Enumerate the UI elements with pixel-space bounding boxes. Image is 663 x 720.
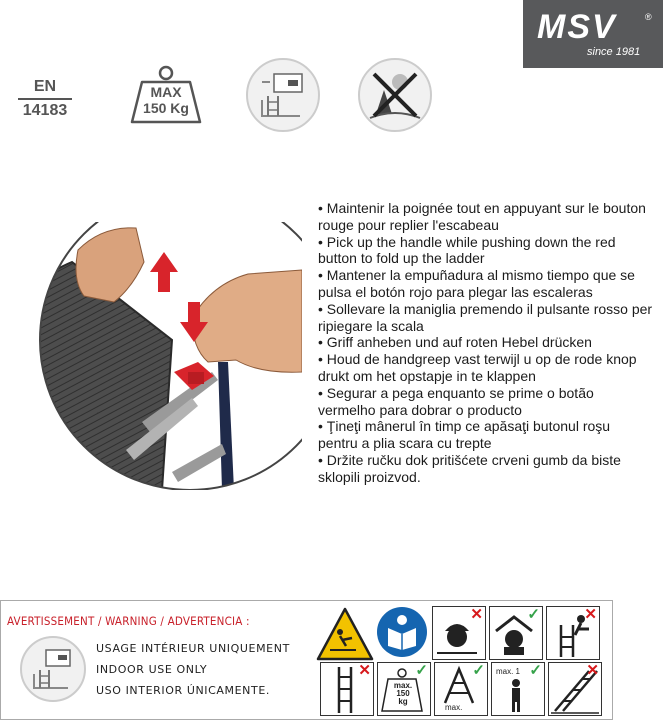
instruction-hr: • Držite ručku dok pritišćete crveni gumb da biste sklopili proizvod. (318, 451, 621, 485)
instruction-de: • Griff anheben und auf roten Hebel drücken (318, 334, 592, 351)
standard-divider (18, 98, 72, 100)
instruction-list (318, 200, 653, 486)
max-weight-label: max. (393, 681, 413, 690)
warning-line-fr: USAGE INTÉRIEUR UNIQUEMENT (96, 642, 290, 655)
max-persons-label: max. 1 (496, 667, 521, 676)
indoor-use-small-icon (20, 636, 86, 702)
warning-line-es: USO INTERIOR ÚNICAMENTE. (96, 684, 270, 697)
standard-number: 14183 (22, 102, 68, 119)
not-allowed-icon: ✕ (584, 606, 597, 623)
instruction-en: • Pick up the handle while pushing down the red button to fold up the ladder (318, 233, 616, 267)
not-allowed-icon: ✕ (358, 662, 371, 679)
registered-mark: ® (645, 12, 652, 22)
warning-line-en: INDOOR USE ONLY (96, 663, 208, 676)
not-allowed-icon: ✕ (586, 662, 599, 679)
allowed-icon: ✓ (472, 662, 485, 679)
max-step-pictogram (434, 662, 488, 716)
instruction-nl: • Houd de handgreep vast terwijl u op de rode knop drukt om het opstapje in te klappen (318, 351, 637, 384)
max-load-value: 150 Kg (143, 100, 189, 116)
instruction-pt: • Segurar a pega enquanto se prime o botão vermelho para dobrar o producto (318, 384, 594, 418)
max-weight-value: 150 (396, 689, 410, 698)
caution-triangle-icon (316, 606, 374, 662)
folding-illustration (22, 222, 302, 490)
standard-label: EN (33, 78, 57, 95)
allowed-icon: ✓ (527, 606, 540, 623)
instruction-fr: • Maintenir la poignée tout en appuyant sur le bouton rouge pour replier l'escabeau (318, 200, 646, 233)
max-weight-pictogram (377, 662, 431, 716)
instruction-es: • Mantener la empuñadura al mismo tiempo que se pulsa el botón rojo para plegar las escaleras (318, 267, 635, 300)
no-helmet-required-pictogram (432, 606, 486, 660)
max-persons-pictogram (491, 662, 545, 716)
max-weight-unit: kg (398, 697, 408, 706)
max-load-label: MAX (150, 84, 182, 100)
brand-name: MSV (537, 8, 617, 46)
standard-badge (18, 78, 72, 120)
indoor-use-icon (246, 58, 320, 132)
no-lean-ladder-pictogram (548, 662, 602, 716)
instruction-it: • Sollevare la maniglia premendo il pulsante rosso per ripiegare la scala (318, 300, 653, 334)
read-manual-icon (376, 606, 428, 658)
allowed-icon: ✓ (529, 662, 542, 679)
not-allowed-icon: ✕ (470, 606, 483, 623)
no-outdoor-use-icon (358, 58, 432, 132)
max-load-icon (128, 64, 204, 126)
indoor-person-pictogram (489, 606, 543, 660)
max-step-label: max. (445, 703, 463, 712)
no-lean-over-pictogram (546, 606, 600, 660)
allowed-icon: ✓ (415, 662, 428, 679)
brand-tagline: since 1981 (587, 46, 641, 58)
brand-logo (523, 0, 663, 68)
instruction-ro: • Ţineţi mânerul în timp ce apăsaţi butonul roşu pentru a plia scara cu trepte (318, 418, 611, 452)
warning-title: AVERTISSEMENT / WARNING / ADVERTENCIA : (7, 614, 250, 628)
no-extension-ladder-pictogram (320, 662, 374, 716)
